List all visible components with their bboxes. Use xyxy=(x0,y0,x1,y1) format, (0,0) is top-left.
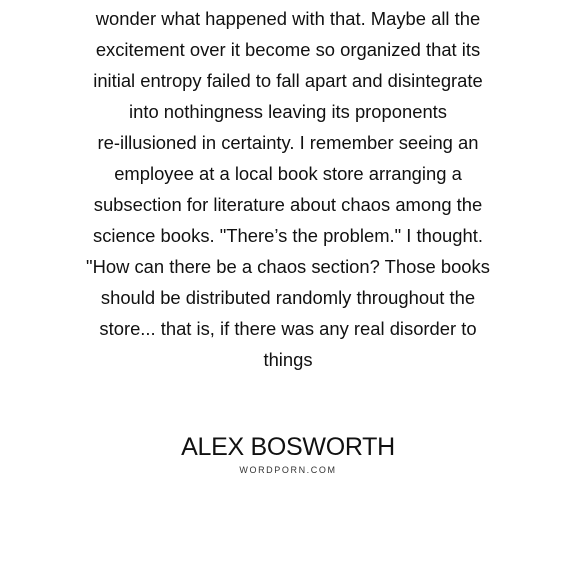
quote-line: into nothingness leaving its proponents xyxy=(129,101,447,122)
quote-line: "How can there be a chaos section? Those books xyxy=(86,256,490,277)
quote-line: store... that is, if there was any real disorder to xyxy=(99,318,477,339)
quote-line: science books. "There’s the problem." I thought. xyxy=(93,225,483,246)
quote-line: employee at a local book store arranging a xyxy=(114,163,462,184)
quote-line: things xyxy=(263,349,313,370)
quote-line: should be distributed randomly throughout the xyxy=(100,287,476,308)
quote-line: subsection for literature about chaos among the xyxy=(93,194,483,215)
quote-line: re-illusioned in certainty. I remember seeing an xyxy=(97,132,479,153)
source-site: WORDPORN.COM xyxy=(239,465,337,475)
quote-line: initial entropy failed to fall apart and disintegrate xyxy=(93,70,483,91)
author-name: ALEX BOSWORTH xyxy=(181,433,395,461)
quote-line: wonder what happened with that. Maybe all the xyxy=(95,8,481,29)
quote-text xyxy=(28,3,548,375)
quote-line: excitement over it become so organized that its xyxy=(95,39,481,60)
